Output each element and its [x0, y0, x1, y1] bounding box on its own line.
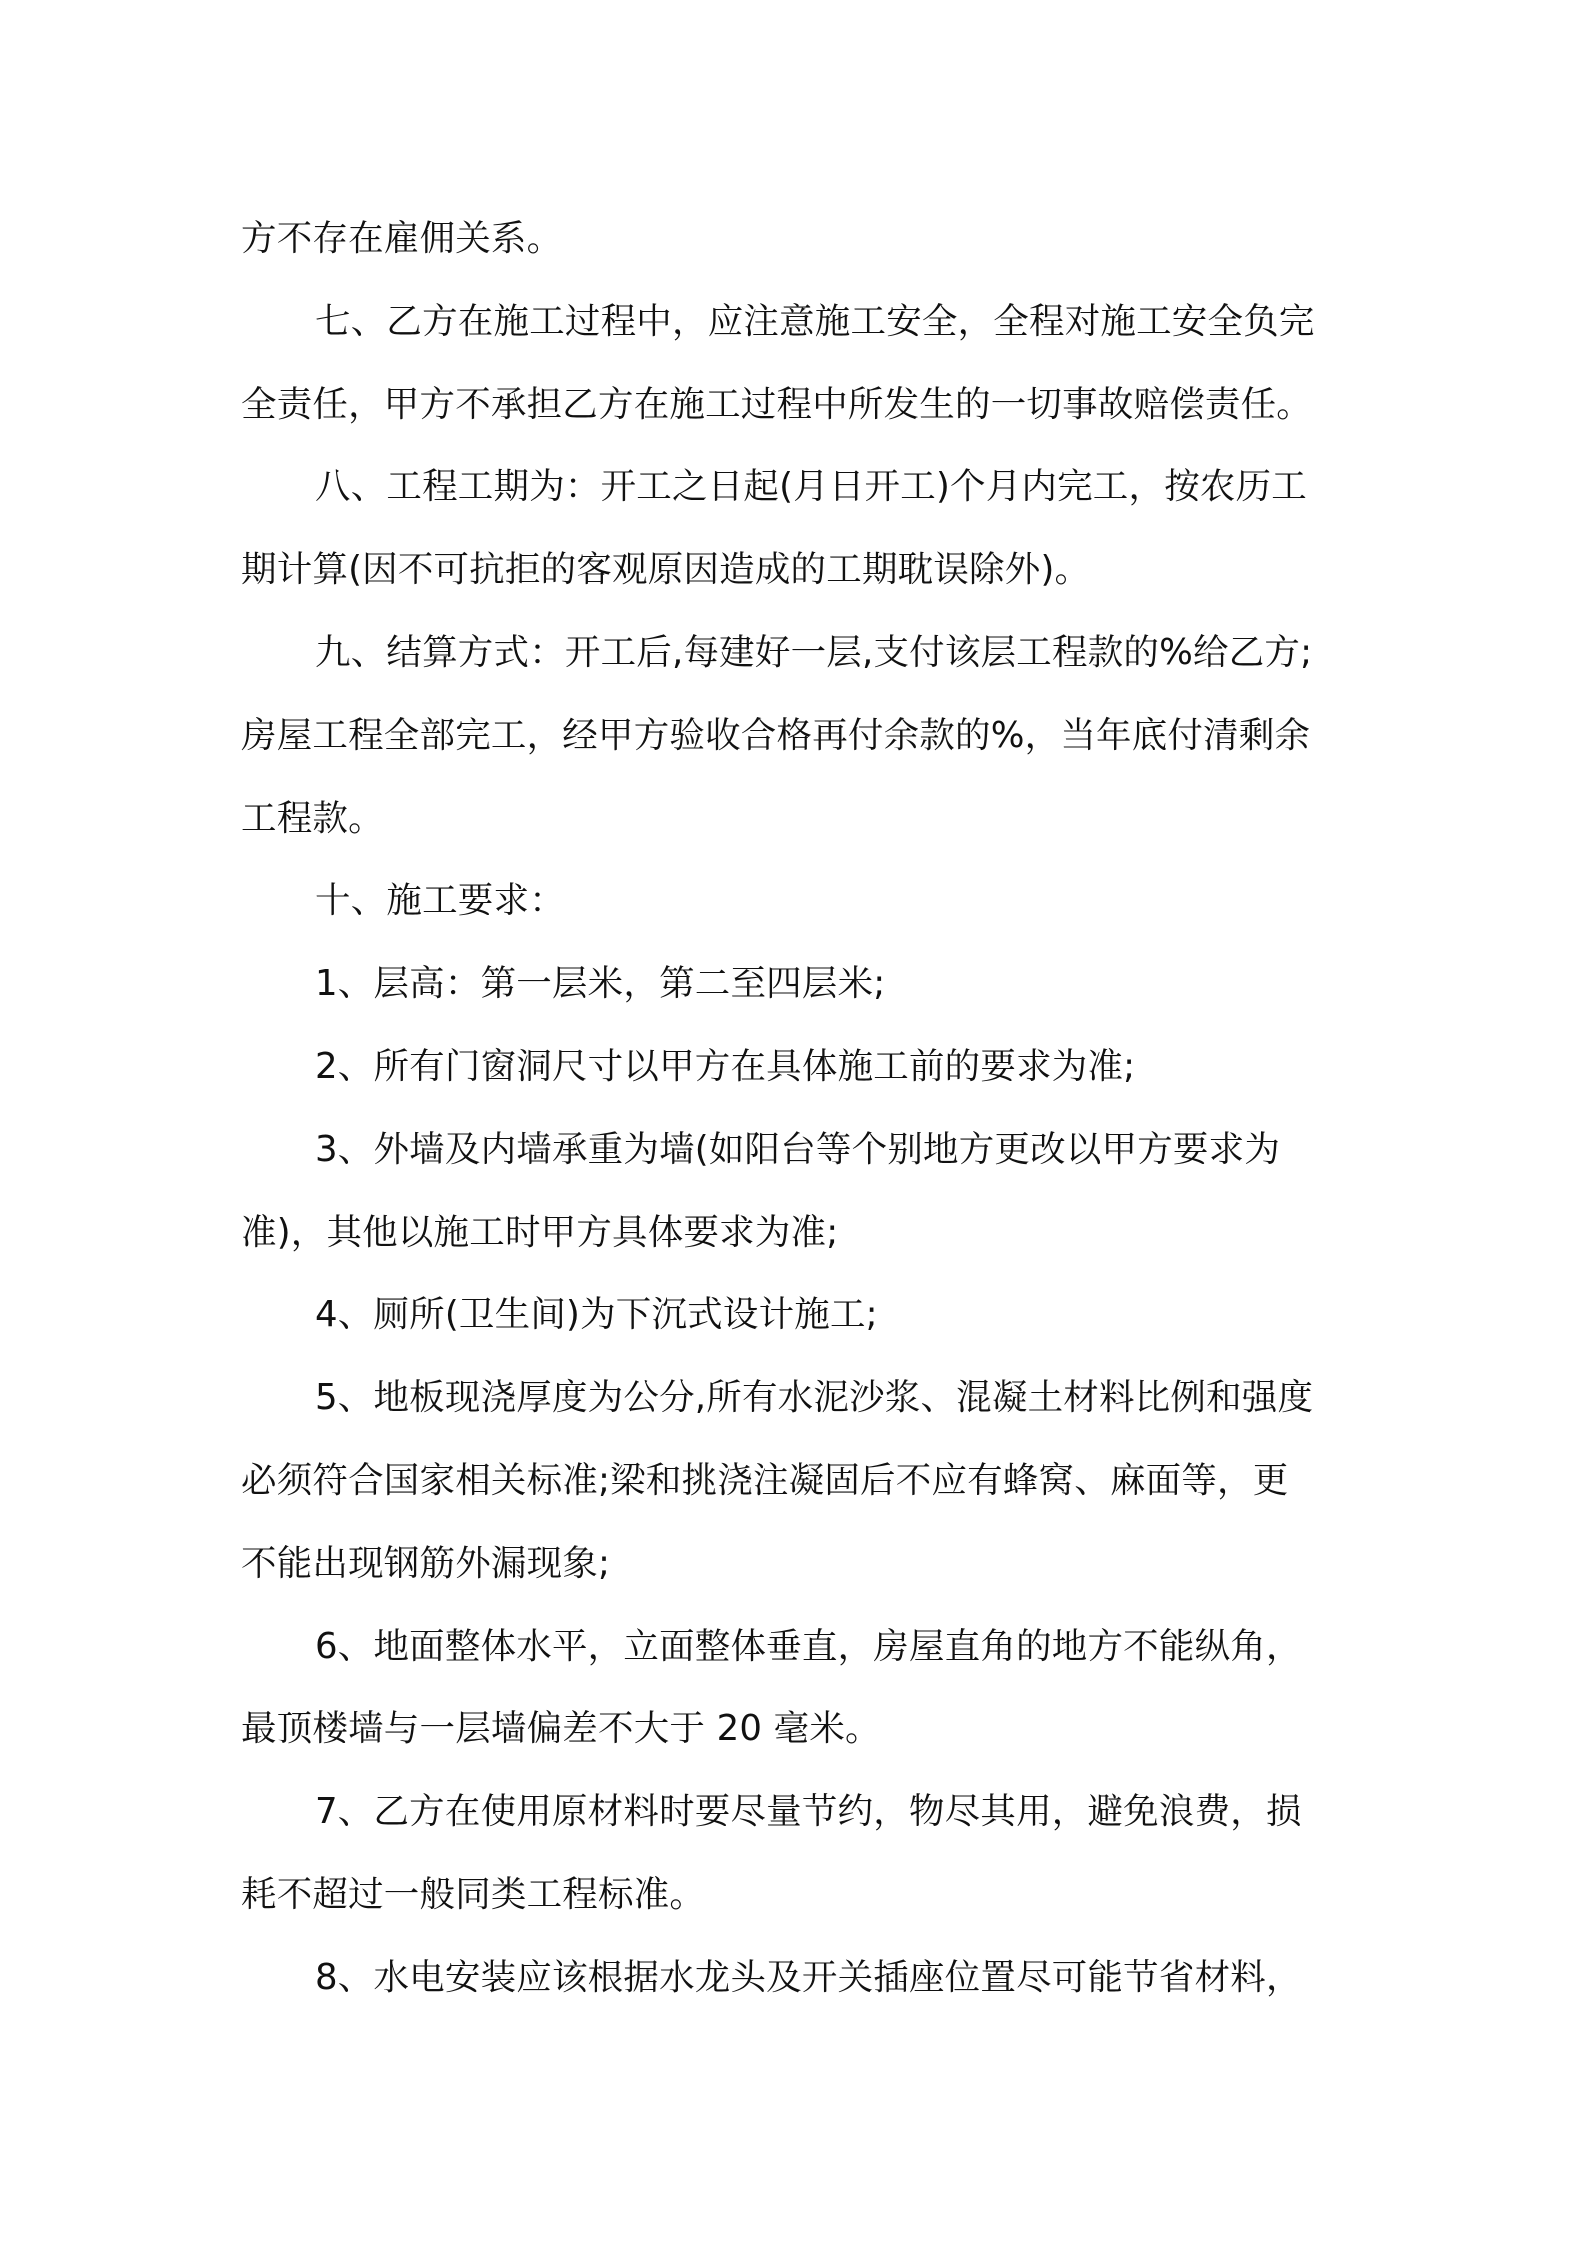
text-line: 方不存在雇佣关系。 [241, 218, 563, 259]
text-line: 八、工程工期为：开工之日起(月日开工)个月内完工，按农历工 [315, 466, 1308, 508]
text-line: 七、乙方在施工过程中，应注意施工安全，全程对施工安全负完 [315, 300, 1315, 342]
text-line: 期计算(因不可抗拒的客观原因造成的工期耽误除外)。 [241, 549, 1091, 591]
text-line: 2、所有门窗洞尺寸以甲方在具体施工前的要求为准; [315, 1045, 1136, 1087]
text-line: 不能出现钢筋外漏现象; [241, 1542, 611, 1584]
text-line: 4、厕所(卫生间)为下沉式设计施工; [315, 1294, 878, 1336]
text-line: 九、结算方式：开工后,每建好一层,支付该层工程款的%给乙方; [315, 631, 1313, 673]
text-line: 7、乙方在使用原材料时要尽量节约，物尽其用，避免浪费，损 [315, 1791, 1302, 1833]
text-line: 必须符合国家相关标准;梁和挑浇注凝固后不应有蜂窝、麻面等，更 [241, 1459, 1289, 1501]
text-line: 3、外墙及内墙承重为墙(如阳台等个别地方更改以甲方要求为 [315, 1128, 1281, 1170]
text-line: 十、施工要求： [315, 880, 565, 922]
text-line: 工程款。 [241, 797, 384, 839]
text-line: 8、水电安装应该根据水龙头及开关插座位置尽可能节省材料， [315, 1956, 1302, 1998]
text-line: 全责任，甲方不承担乙方在施工过程中所发生的一切事故赔偿责任。 [241, 383, 1313, 425]
text-line: 准)，其他以施工时甲方具体要求为准; [241, 1211, 839, 1253]
text-line: 房屋工程全部完工，经甲方验收合格再付余款的%，当年底付清剩余 [241, 714, 1311, 756]
text-line: 耗不超过一般同类工程标准。 [241, 1873, 706, 1915]
document-body [241, 198, 1351, 2020]
text-line: 6、地面整体水平，立面整体垂直，房屋直角的地方不能纵角， [315, 1625, 1302, 1667]
text-line: 最顶楼墙与一层墙偏差不大于 20 毫米。 [241, 1708, 881, 1750]
text-line: 5、地板现浇厚度为公分,所有水泥沙浆、混凝土材料比例和强度 [315, 1377, 1314, 1419]
text-line: 1、层高：第一层米，第二至四层米; [315, 963, 886, 1005]
